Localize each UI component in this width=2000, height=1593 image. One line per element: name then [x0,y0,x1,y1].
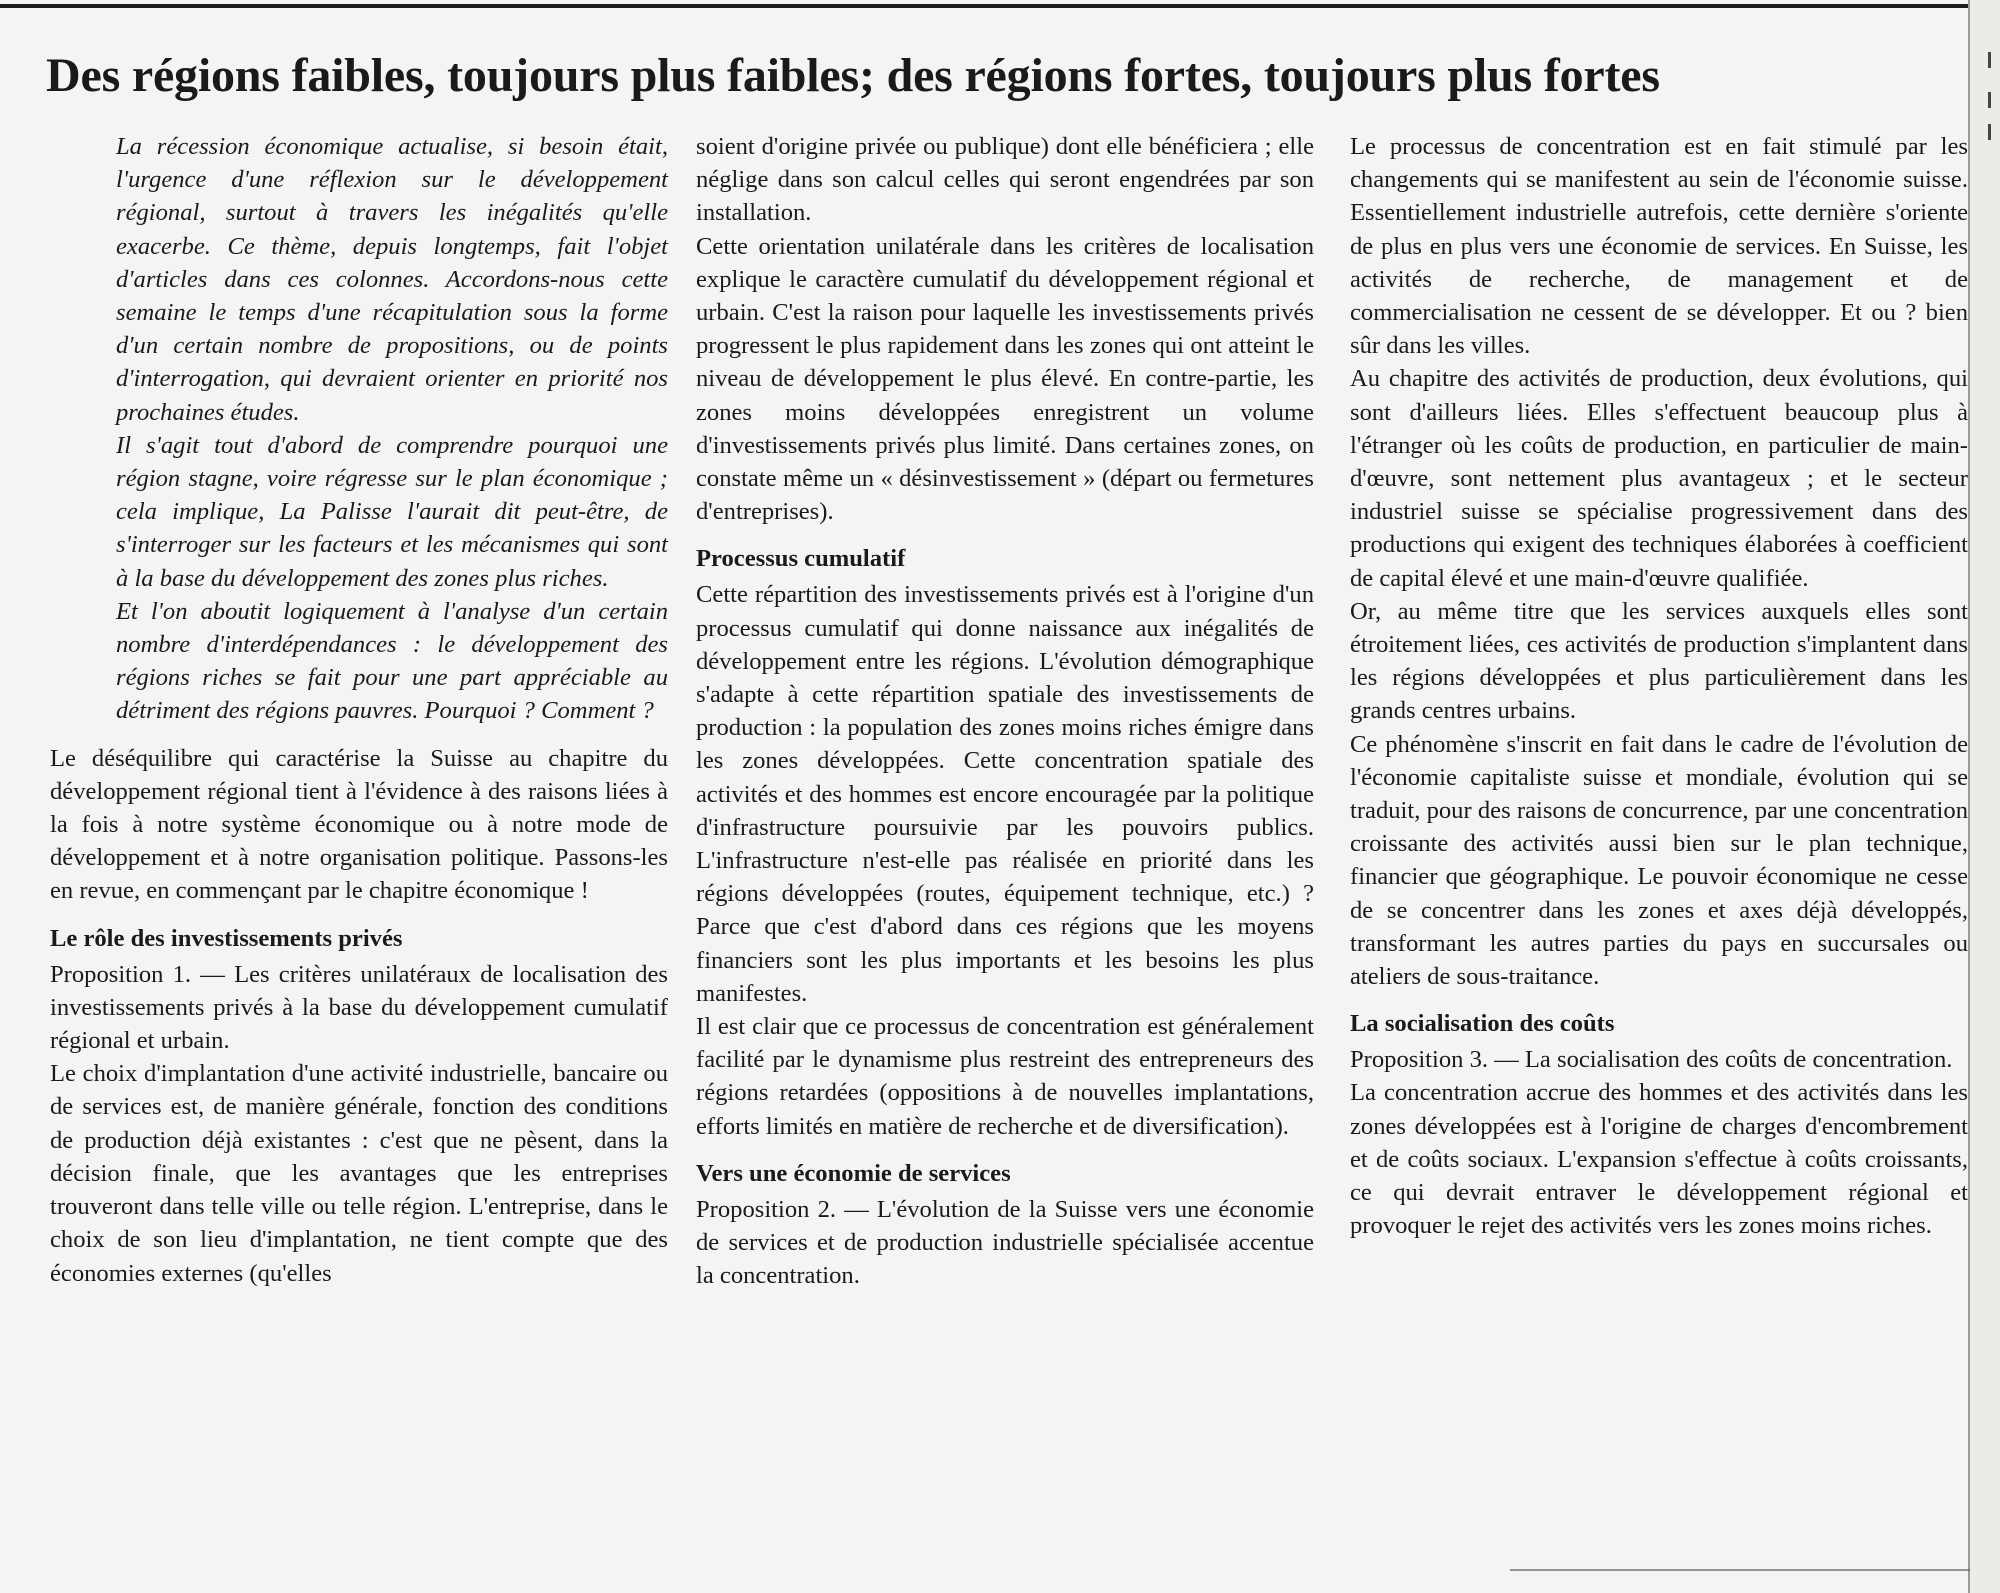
body-paragraph: Au chapitre des activités de production, deux évolutions, qui sont d'ailleurs liées. Elles s'effectuent beaucoup plus à l'étranger où les coûts de production, en particulier de main-d'œuvre, sont nettement plus avantageux ; et le secteur industriel suisse se spécialise progressivement dans des productions qui exigent des techniques élaborées à coefficient de capital élevé et une main-d'œuvre qualifiée. [1350,365,1968,592]
top-rule [0,4,1975,8]
section-heading: La socialisation des coûts [1350,1010,1615,1038]
edge-mark [1988,124,1991,140]
edge-mark [1988,52,1991,68]
intro-paragraph: La récession économique actualise, si besoin était, l'urgence d'une réflexion sur le développement régional, surtout à travers les inégalités qu'elle exacerbe. Ce thème, depuis longtemps, fait l'objet d'articles dans ces colonnes. Accordons-nous cette semaine le temps d'une récapitulation sous la forme d'un certain nombre de propositions, ou de points d'interrogation, qui devraient orienter en priorité nos prochaines études. [116,133,668,426]
proposition: Proposition 2. — L'évolution de la Suisse vers une économie de services et de production industrielle spécialisée accentue la concentration. [696,1195,1314,1290]
body-paragraph: Cette répartition des investissements privés est à l'origine d'un processus cumulatif qui donne naissance aux inégalités de développement entre les régions. L'évolution démographique s'adapte à cette répartition spatiale des investissements de production : la population des zones moins riches émigre dans les zones développées. Cette concentration spatiale des activités et des hommes est encore encouragée par la politique d'infrastructure poursuivie par les pouvoirs publics. L'infrastructure n'est-elle pas réalisée en priorité dans les régions développées (routes, équipement technique, etc.) ? Parce que c'est d'abord dans ces régions que les moyens financiers sont les plus importants et les besoins les plus manifestes. [696,581,1314,1007]
section-heading: Le rôle des investissements privés [50,924,403,952]
body-paragraph: Le choix d'implantation d'une activité industrielle, bancaire ou de services est, de manière générale, fonction des conditions de production déjà existantes : c'est que ne pèsent, dans la décision finale, que les avantages que les entreprises trouveront dans telle ville ou telle région. L'entreprise, dans le choix de son lieu d'implantation, ne tient compte que des économies externes (qu'elles [50,1060,668,1287]
body-paragraph: Or, au même titre que les services auxquels elles sont étroitement liées, ces activités de production s'implantent dans les régions développées et plus particulièrement dans les grands centres urbains. [1350,597,1968,725]
bottom-rule [1510,1569,1970,1571]
body-paragraph-continued: soient d'origine privée ou publique) dont elle bénéficiera ; elle néglige dans son calcul celles qui seront engendrées par son installation. [696,133,1314,227]
column-2 [696,130,1314,1293]
proposition: Proposition 1. — Les critères unilatéraux de localisation des investissements privés à la base du développement cumulatif régional et urbain. [50,960,668,1055]
column-1 [50,130,668,1290]
body-paragraph: Ce phénomène s'inscrit en fait dans le cadre de l'évolution de l'économie capitaliste suisse et mondiale, évolution qui se traduit, pour des raisons de concurrence, par une concentration croissante des activités aussi bien sur le plan technique, financier que géographique. Le pouvoir économique ne cesse de se concentrer dans les zones et axes déjà développés, transformant les autres parties du pays en succursales ou ateliers de sous-traitance. [1350,730,1968,991]
article-headline: Des régions faibles, toujours plus faibles; des régions fortes, toujours plus fortes [46,49,1660,102]
body-paragraph: La concentration accrue des hommes et des activités dans les zones développées est à l'origine de charges d'encombrement et de coûts sociaux. L'expansion s'effectue à coûts croissants, ce qui devrait entraver le développement régional et provoquer le rejet des activités vers les zones moins riches. [1350,1079,1968,1240]
column-3 [1350,130,1968,1243]
intro-paragraph: Et l'on aboutit logiquement à l'analyse d'un certain nombre d'interdépendances : le développement des régions riches se fait pour une part appréciable au détriment des régions pauvres. Pourquoi ? Comment ? [116,597,668,725]
body-paragraph: Il est clair que ce processus de concentration est généralement facilité par le dynamisme plus restreint des entrepreneurs des régions retardées (oppositions à de nouvelles implantations, efforts limités en matière de recherche et de diversification). [696,1013,1314,1140]
lead-paragraph: Le déséquilibre qui caractérise la Suisse au chapitre du développement régional tient à l'évidence à des raisons liées à la fois à notre système économique ou à notre mode de développement et à notre organisation politique. Passons-les en revue, en commençant par le chapitre économique ! [50,744,668,905]
edge-mark [1988,92,1991,108]
intro-paragraph: Il s'agit tout d'abord de comprendre pourquoi une région stagne, voire régresse sur le plan économique ; cela implique, La Palisse l'aurait dit peut-être, de s'interroger sur les facteurs et les mécanismes qui sont à la base du développement des zones plus riches. [116,431,668,592]
adjacent-page-edge [1968,0,2000,1593]
article-intro [116,130,668,728]
body-paragraph: Le processus de concentration est en fait stimulé par les changements qui se manifestent au sein de l'économie suisse. Essentiellement industrielle autrefois, cette dernière s'oriente de plus en plus vers une économie de services. En Suisse, les activités de recherche, de management et de commercialisation ne cessent de se développer. Et ou ? bien sûr dans les villes. [1350,133,1968,360]
proposition: Proposition 3. — La socialisation des coûts de concentration. [1350,1046,1953,1074]
section-heading: Vers une économie de services [696,1159,1011,1187]
body-paragraph: Cette orientation unilatérale dans les critères de localisation explique le caractère cumulatif du développement régional et urbain. C'est la raison pour laquelle les investissements privés progressent le plus rapidement dans les zones qui ont atteint le niveau de développement le plus élevé. En contre-partie, les zones moins développées enregistrent un volume d'investissements privés plus limité. Dans certaines zones, on constate même un « désinvestissement » (départ ou fermetures d'entreprises). [696,232,1314,526]
section-heading: Processus cumulatif [696,545,906,573]
